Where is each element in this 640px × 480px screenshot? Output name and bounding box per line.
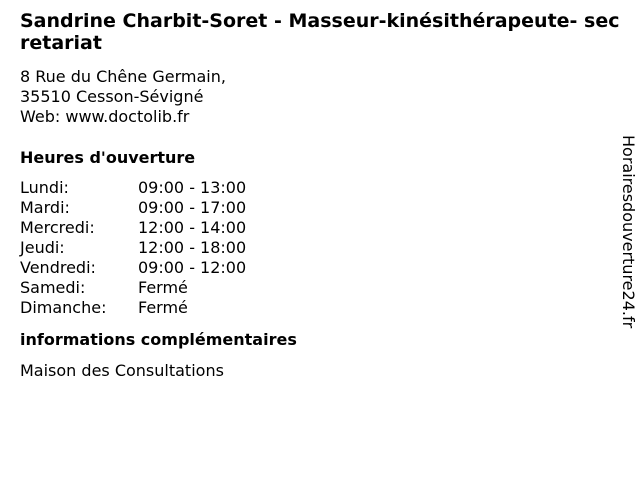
hours-row-monday (20, 178, 620, 198)
day-label: Lundi: (20, 178, 69, 197)
hours-row-saturday (20, 278, 620, 298)
additional-info-text: Maison des Consultations (20, 361, 224, 380)
time-range: 09:00 - 13:00 (138, 178, 247, 197)
address-street: 8 Rue du Chêne Germain, (20, 67, 226, 86)
day-label: Jeudi: (20, 238, 65, 257)
time-range: Fermé (138, 278, 188, 297)
hours-row-sunday (20, 298, 620, 318)
additional-info-heading: informations complémentaires (20, 330, 297, 349)
day-label: Mardi: (20, 198, 70, 217)
opening-hours-list (20, 178, 620, 318)
hours-row-friday (20, 258, 620, 278)
site-watermark: Horairesdouverture24.fr (619, 135, 638, 329)
page-title: Sandrine Charbit-Soret - Masseur-kinésithérapeute- secretariat (20, 10, 620, 54)
hours-heading: Heures d'ouverture (20, 148, 196, 167)
time-range: 09:00 - 12:00 (138, 258, 247, 277)
time-range: Fermé (138, 298, 188, 317)
time-range: 09:00 - 17:00 (138, 198, 247, 217)
address-city: 35510 Cesson-Sévigné (20, 87, 204, 106)
business-card (20, 10, 620, 381)
day-label: Mercredi: (20, 218, 95, 237)
time-range: 12:00 - 18:00 (138, 238, 247, 257)
hours-row-tuesday (20, 198, 620, 218)
time-range: 12:00 - 14:00 (138, 218, 247, 237)
hours-row-thursday (20, 238, 620, 258)
hours-row-wednesday (20, 218, 620, 238)
day-label: Dimanche: (20, 298, 107, 317)
website-line: Web: www.doctolib.fr (20, 107, 190, 126)
day-label: Samedi: (20, 278, 86, 297)
address-block (20, 67, 620, 127)
day-label: Vendredi: (20, 258, 96, 277)
